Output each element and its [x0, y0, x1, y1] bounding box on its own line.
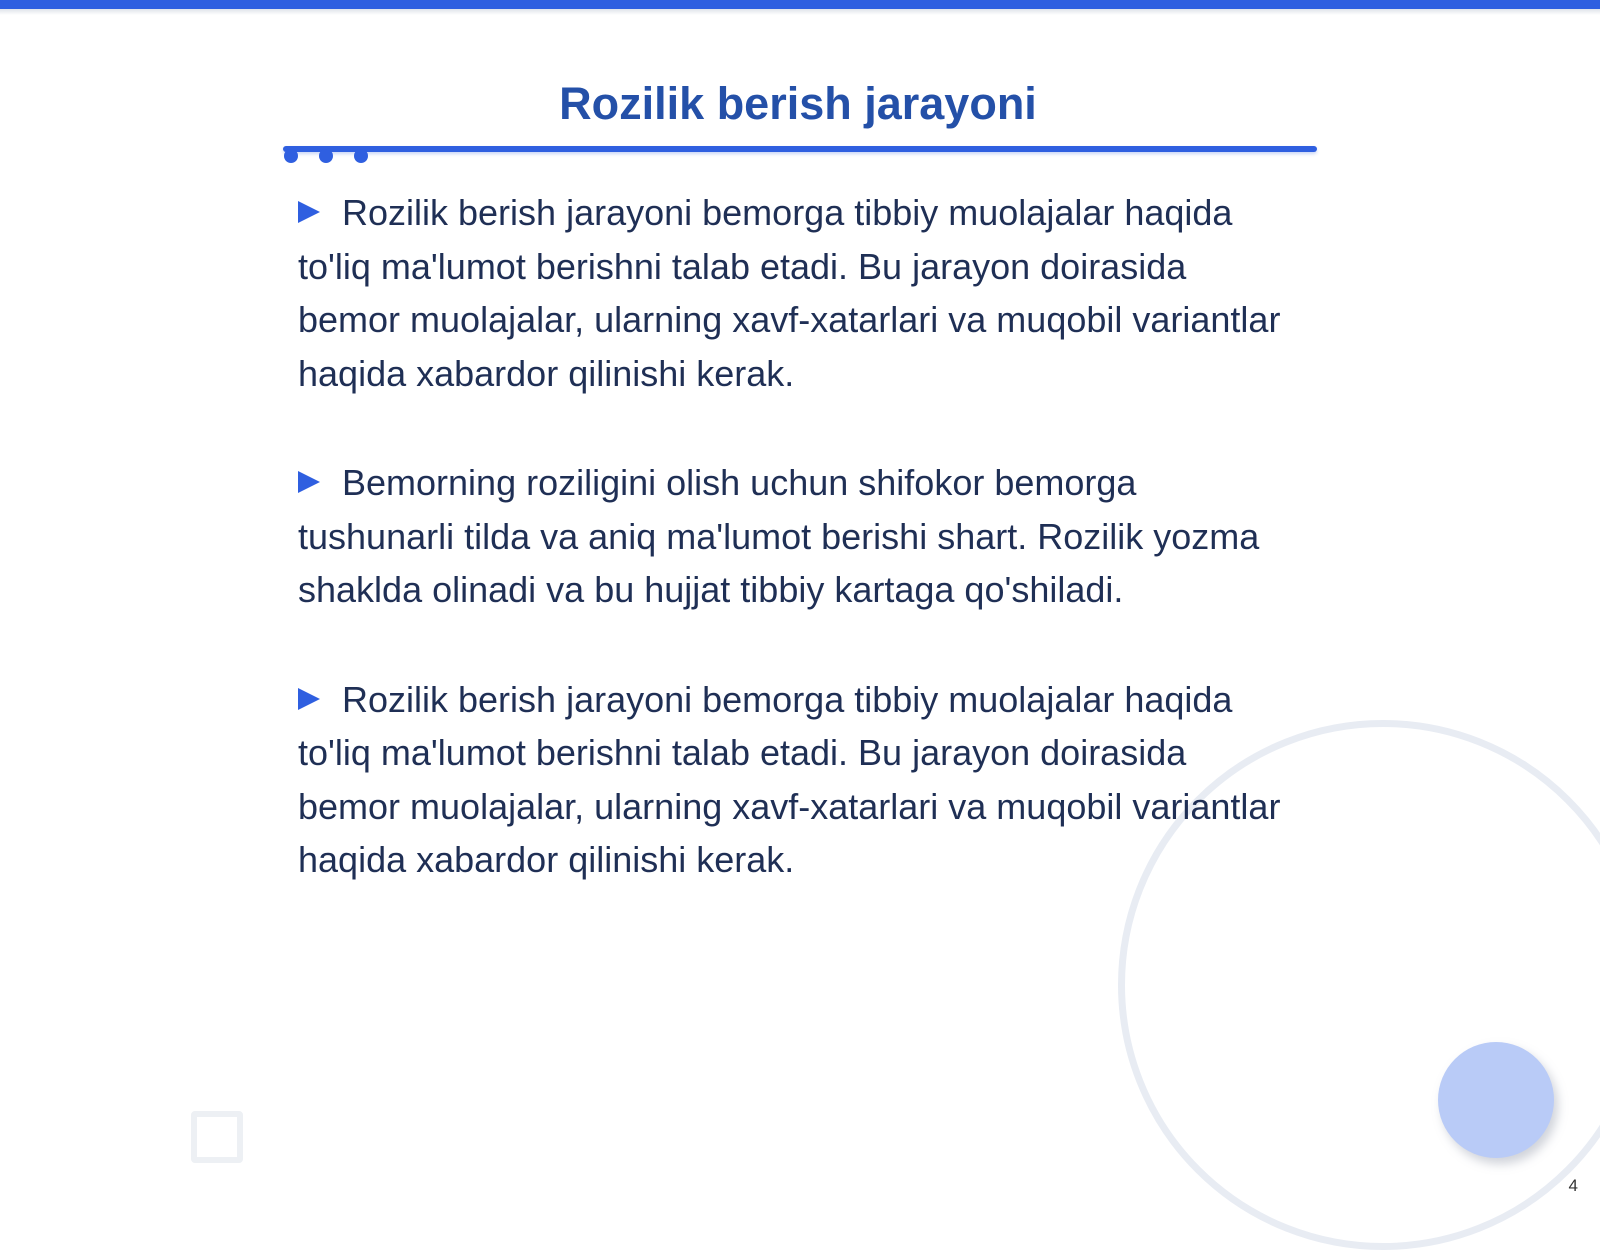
page-number: 4 — [1568, 1176, 1578, 1195]
triangle-bullet-icon — [298, 471, 320, 493]
bullet-text: Rozilik berish jarayoni bemorga tibbiy muolajalar haqida to'liq ma'lumot berishni talab etadi. Bu jarayon doirasida bemor muolajalar, ularning xavf-xatarlari va muqobil variantlar haqida xabardor qilinishi kerak. — [298, 678, 1281, 880]
bullet-text: Bemorning roziligini olish uchun shifokor bemorga tushunarli tilda va aniq ma'lumot berishi shart. Rozilik yozma shaklda olinadi va bu hujjat tibbiy kartaga qo'shiladi. — [298, 462, 1260, 610]
decorative-circle — [1438, 1042, 1554, 1158]
bullet-list — [298, 186, 1298, 943]
triangle-bullet-icon — [298, 201, 320, 223]
bullet-text: Rozilik berish jarayoni bemorga tibbiy muolajalar haqida to'liq ma'lumot berishni talab etadi. Bu jarayon doirasida bemor muolajalar, ularning xavf-xatarlari va muqobil variantlar haqida xabardor qilinishi kerak. — [298, 192, 1281, 394]
bullet-item — [298, 456, 1298, 617]
underline-dot — [319, 149, 333, 163]
bullet-item — [298, 673, 1298, 887]
title-underline — [283, 146, 1317, 152]
bullet-item — [298, 186, 1298, 400]
decorative-square — [191, 1111, 243, 1163]
triangle-bullet-icon — [298, 688, 320, 710]
slide-title: Rozilik berish jarayoni — [559, 78, 1037, 129]
top-accent-bar-shadow — [0, 9, 1600, 15]
underline-dot — [354, 149, 368, 163]
underline-dot — [284, 149, 298, 163]
top-accent-bar — [0, 0, 1600, 9]
